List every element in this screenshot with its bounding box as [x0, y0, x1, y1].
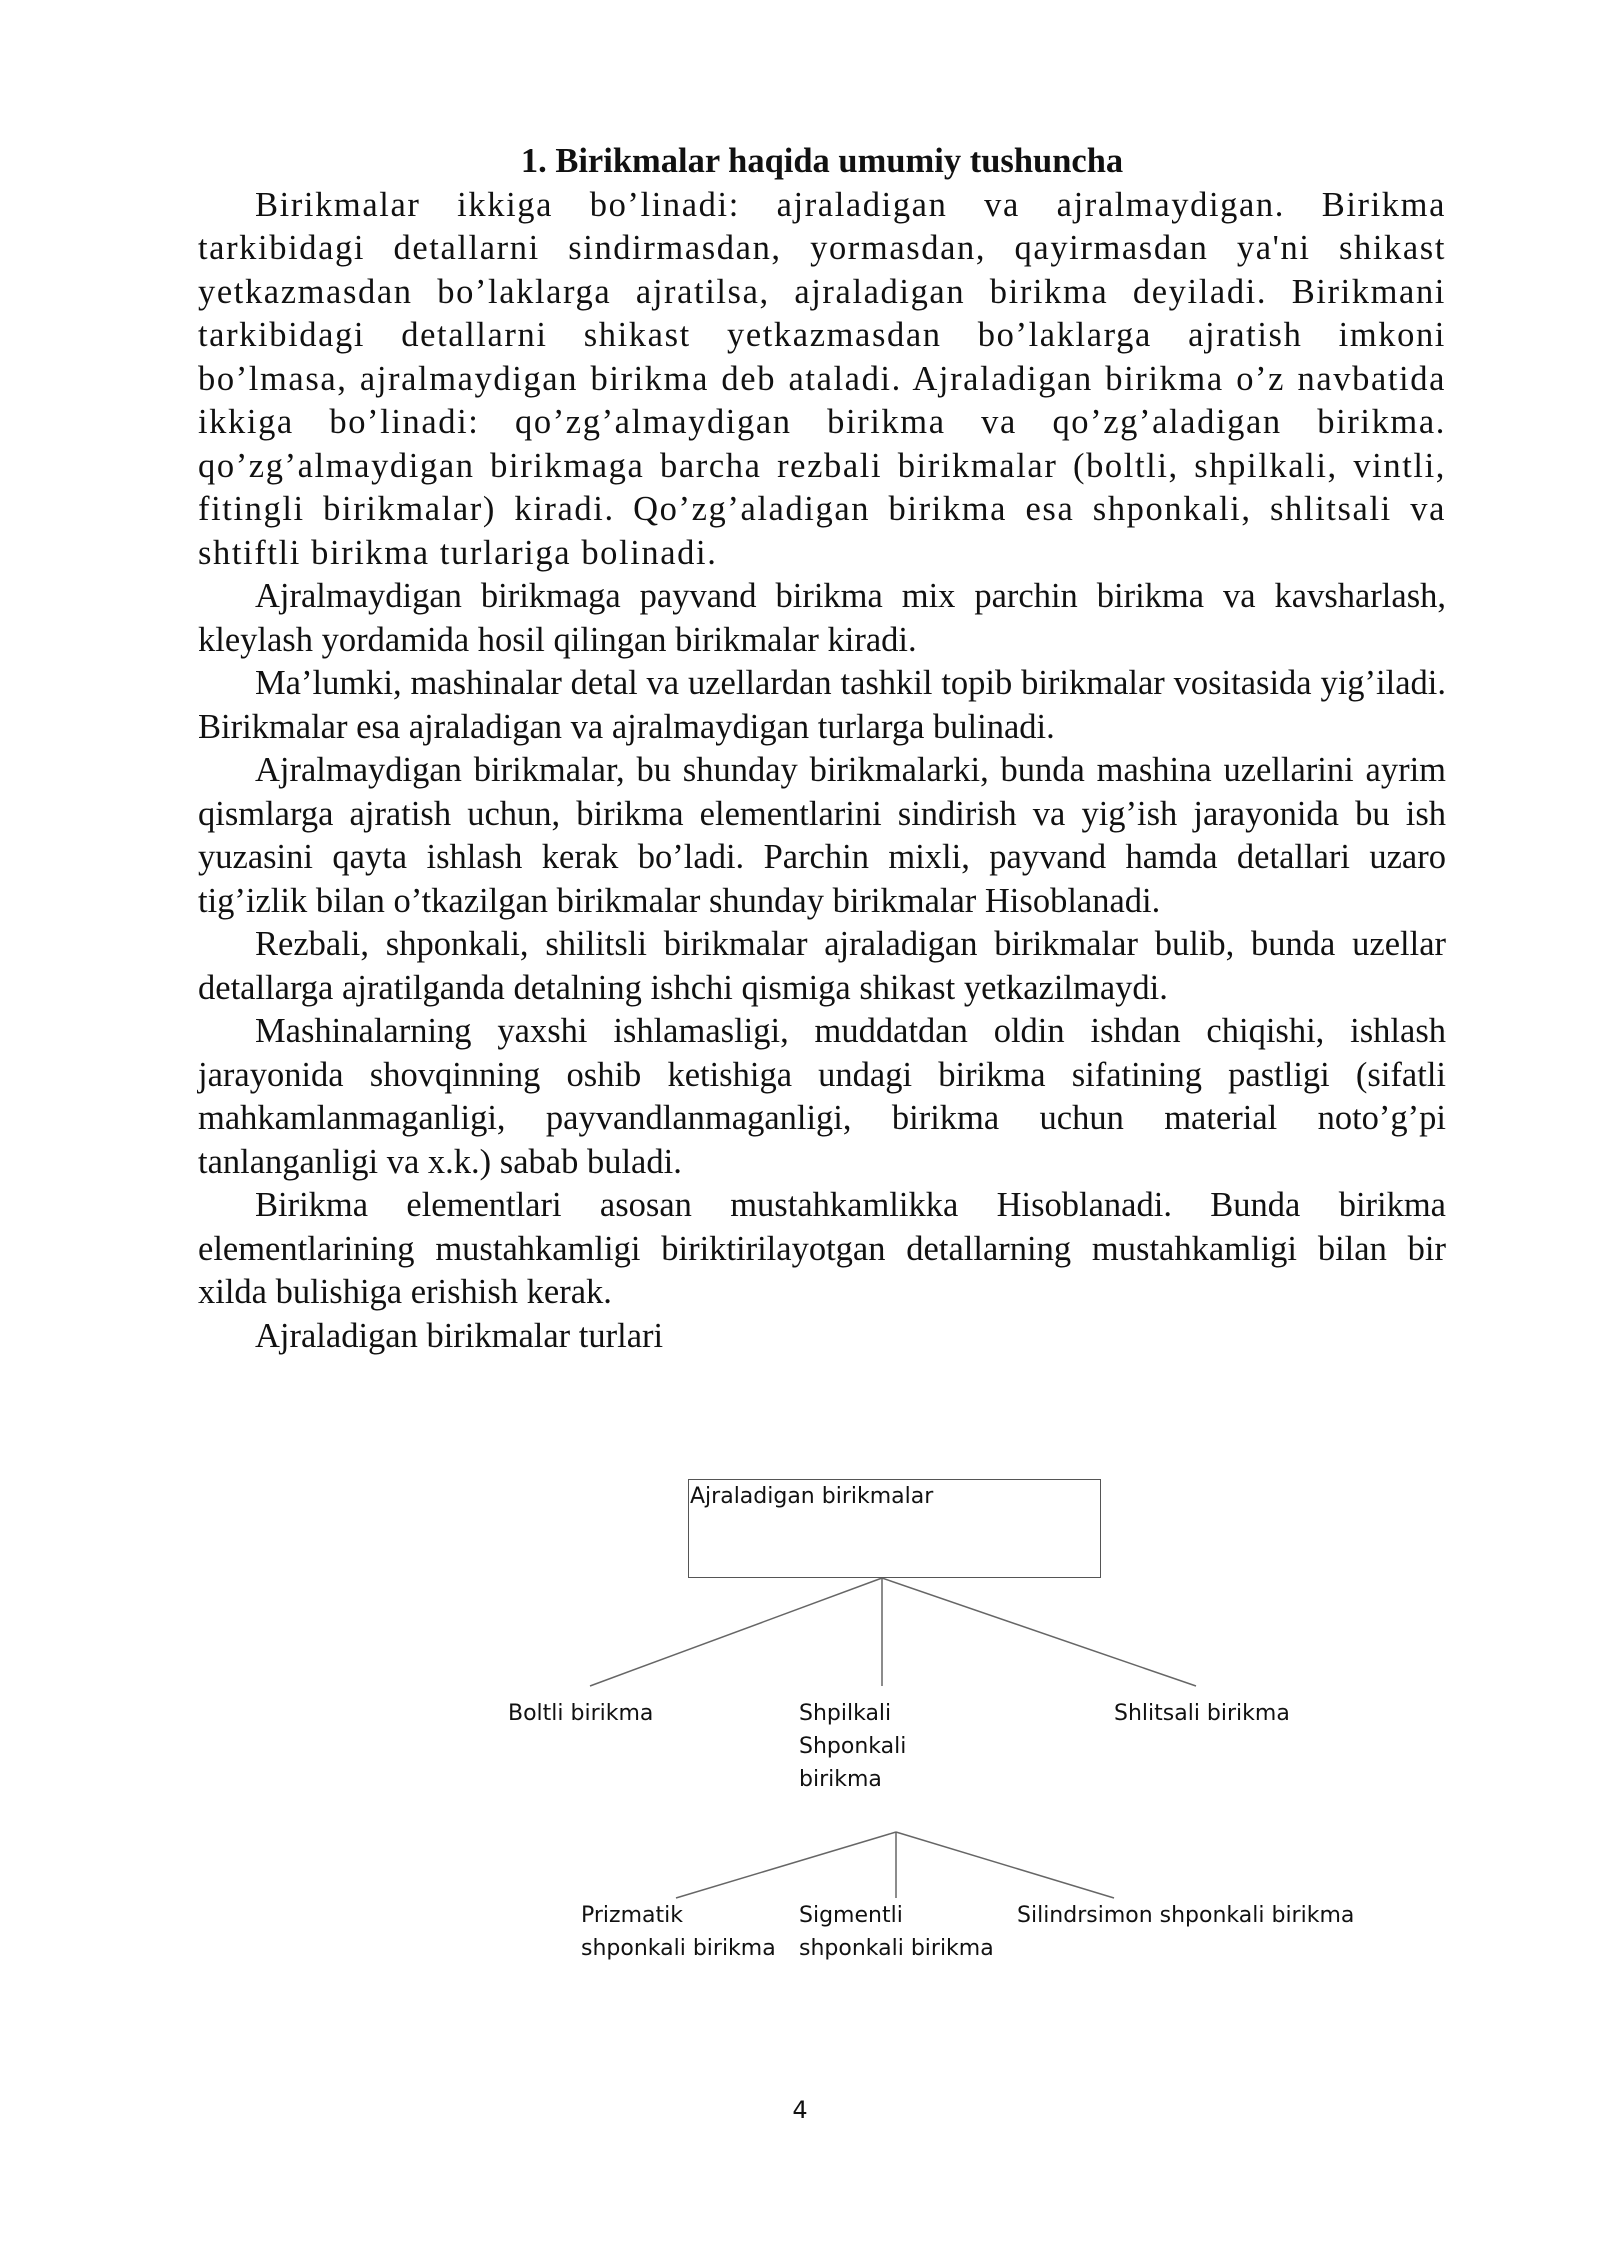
node-shpilkali-line-3: birikma	[799, 1767, 882, 1792]
node-shpilkali-line-1: Shpilkali	[799, 1701, 892, 1726]
document-body	[198, 140, 1446, 1358]
connector-root-right	[882, 1578, 1196, 1686]
node-boltli: Boltli birikma	[508, 1701, 654, 1726]
paragraph-2: Ajralmaydigan birikmaga payvand birikma mix parchin birikma va kavsharlash, kleylash yordamida hosil qilingan birikmalar kiradi.	[198, 577, 1446, 659]
node-sigmentli-line-1: Sigmentli	[799, 1903, 903, 1928]
paragraph-8: Ajraladigan birikmalar turlari	[255, 1316, 664, 1355]
node-sigmentli-line-2: shponkali birikma	[799, 1936, 994, 1961]
paragraph-1: Birikmalar ikkiga bo’linadi: ajraladigan va ajralmaydigan. Birikma tarkibidagi detallarni sindirmasdan, yormasdan, qayirmasdan ya'ni shikast yetkazmasdan bo’laklarga ajratilsa, ajraladigan birikma deyiladi. Birikmani tarkibidagi detallarni shikast yetkazmasdan bo’laklarga ajratish imkoni bo’lmasa, ajralmaydigan birikma deb ataladi. Ajraladigan birikma o’z navbatida ikkiga bo’linadi: qo’zg’almaydigan birikma va qo’zg’aladigan birikma. qo’zg’almaydigan birikmaga barcha rezbali birikmalar (boltli, shpilkali, vintli, fitingli birikmalar) kiradi. Qo’zg’aladigan birikma esa shponkali, shlitsali va shtiftli birikma turlariga bolinadi.	[198, 185, 1446, 572]
paragraph-4: Ajralmaydigan birikmalar, bu shunday birikmalarki, bunda mashina uzellarini ayrim qismlarga ajratish uchun, birikma elementlarini sindirish va yig’ish jarayonida bu ish yuzasini qayta ishlash kerak bo’ladi. Parchin mixli, payvand hamda detallari uzaro tig’izlik bilan o’tkazilgan birikmalar shunday birikmalar Hisoblanadi.	[198, 751, 1446, 920]
node-prizmatik-line-2: shponkali birikma	[581, 1936, 776, 1961]
node-prizmatik-line-1: Prizmatik	[581, 1903, 683, 1928]
page-number: 4	[792, 2096, 808, 2124]
paragraph-3: Ma’lumki, mashinalar detal va uzellardan tashkil topib birikmalar vositasida yig’iladi. Birikmalar esa ajraladigan va ajralmaydigan turlarga bulinadi.	[198, 664, 1446, 746]
node-shpilkali-line-2: Shponkali	[799, 1734, 907, 1759]
paragraph-7: Birikma elementlari asosan mustahkamlikka Hisoblanadi. Bunda birikma elementlarining mustahkamligi biriktirilayotgan detallarning mustahkamligi bilan bir xilda bulishiga erishish kerak.	[198, 1186, 1446, 1311]
connector-root-left	[590, 1578, 882, 1686]
node-shlitsali: Shlitsali birikma	[1114, 1701, 1290, 1726]
node-shpilkali-shponkali	[799, 1697, 906, 1796]
paragraph-6: Mashinalarning yaxshi ishlamasligi, muddatdan oldin ishdan chiqishi, ishlash jarayonida shovqinning oshib ketishiga undagi birikma sifatining pastligi (sifatli mahkamlanmaganligi, payvandlanmaganligi, birikma uchun material noto’g’pi tanlanganligi va x.k.) sabab buladi.	[198, 1012, 1446, 1181]
node-silindrsimon: Silindrsimon shponkali birikma	[1017, 1903, 1355, 1928]
connector-sub-right	[896, 1832, 1114, 1898]
root-node-box	[688, 1479, 1101, 1578]
paragraph-5: Rezbali, shponkali, shilitsli birikmalar ajraladigan birikmalar bulib, bunda uzellar detallarga ajratilganda detalning ishchi qismiga shikast yetkazilmaydi.	[198, 925, 1446, 1007]
section-heading: 1. Birikmalar haqida umumiy tushuncha	[520, 142, 1124, 180]
node-sigmentli	[799, 1899, 994, 1965]
root-node-label: Ajraladigan birikmalar	[690, 1484, 934, 1509]
connector-sub-left	[676, 1832, 896, 1898]
node-prizmatik	[581, 1899, 776, 1965]
